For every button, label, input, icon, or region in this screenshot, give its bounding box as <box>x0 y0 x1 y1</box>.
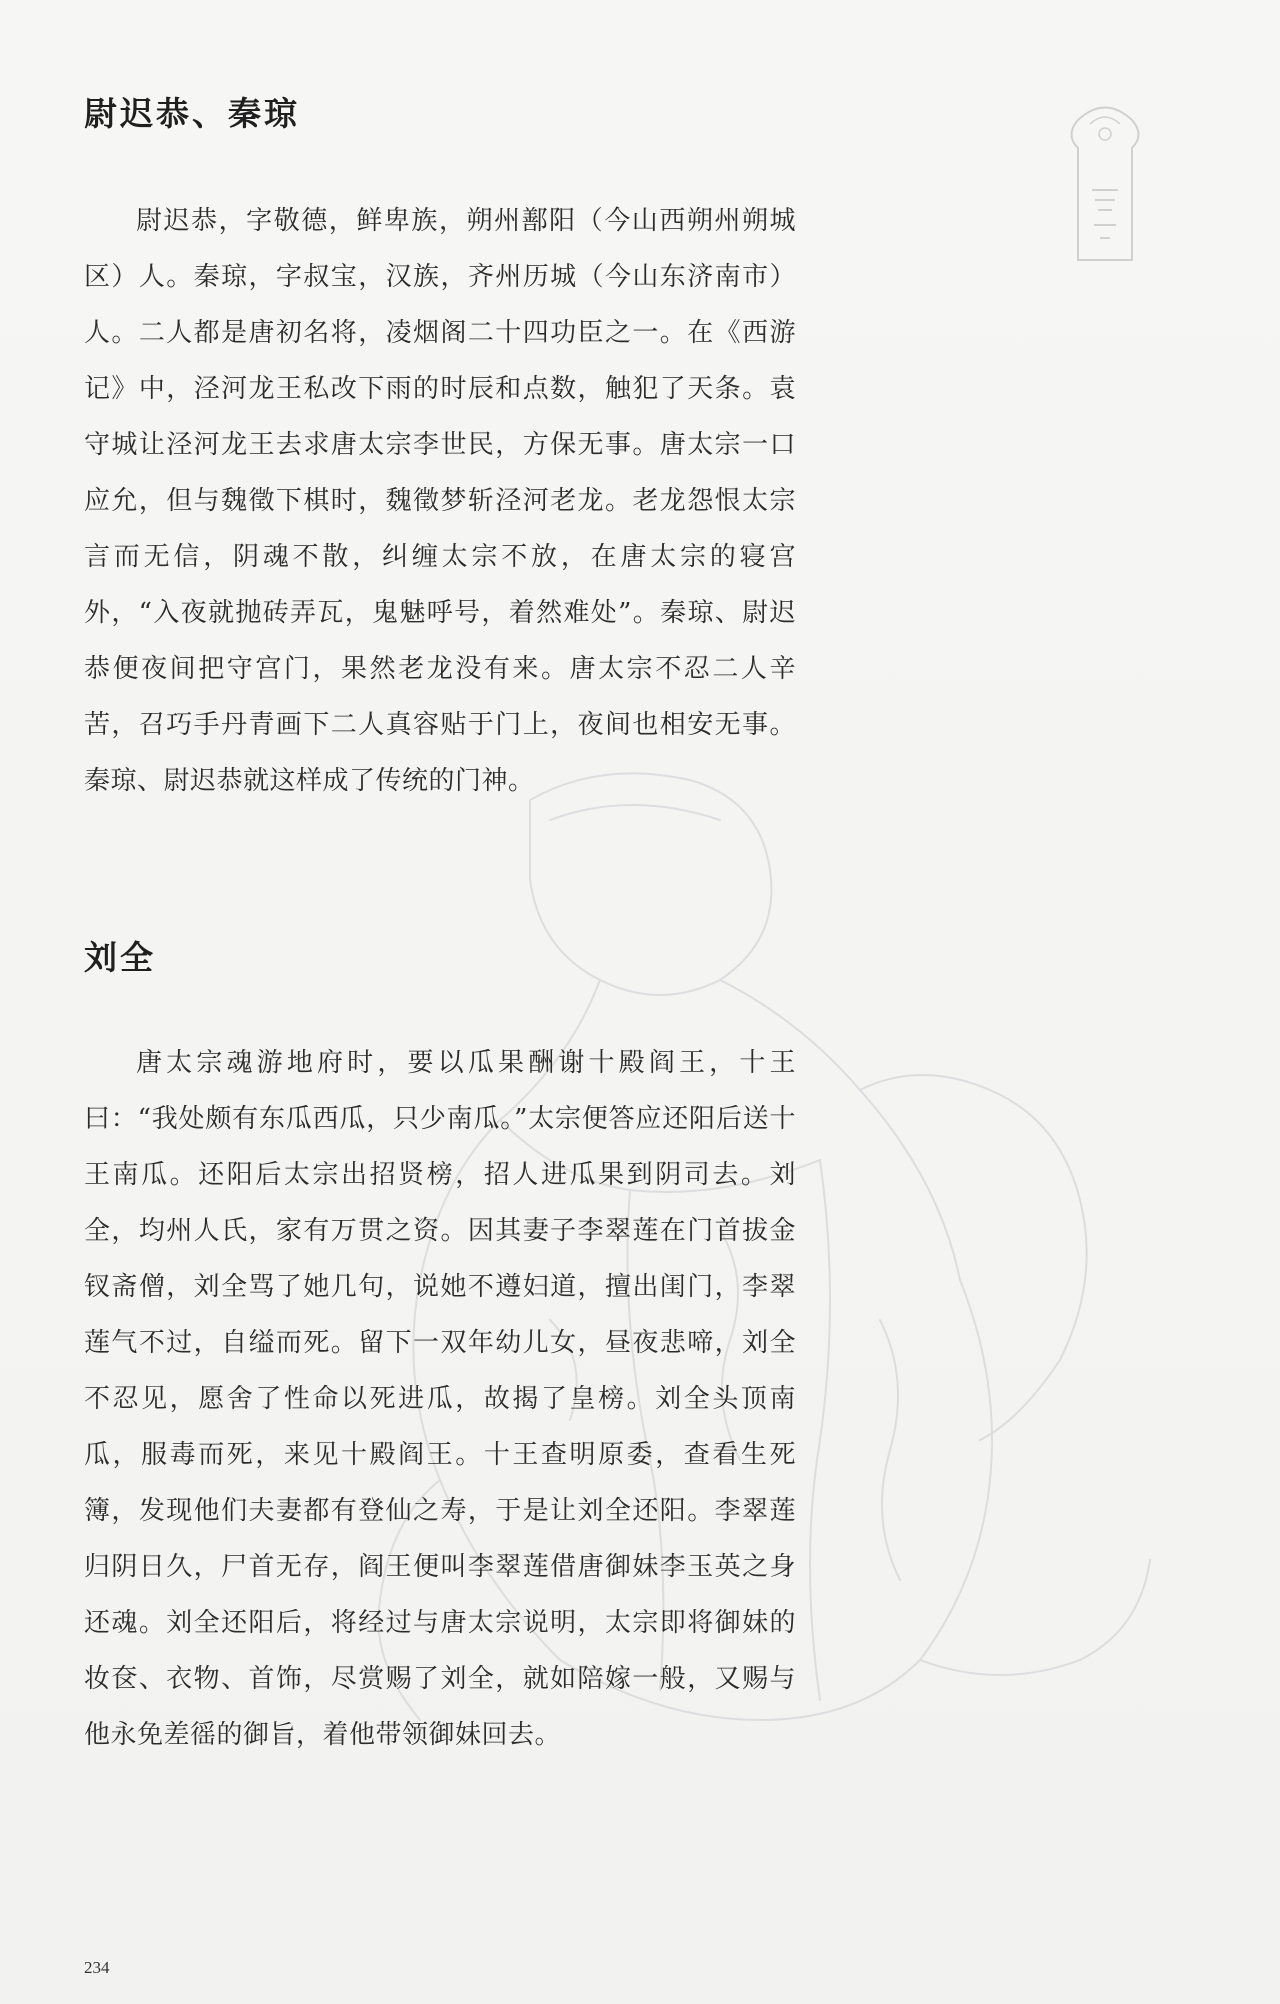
section-body: 尉迟恭，字敬德，鲜卑族，朔州鄯阳（今山西朔州朔城区）人。秦琼，字叔宝，汉族，齐州历城（今山东济南市）人。二人都是唐初名将，凌烟阁二十四功臣之一。在《西游记》中，泾河龙王私改下雨的时辰和点数，触犯了天条。袁守城让泾河龙王去求唐太宗李世民，方保无事。唐太宗一口应允，但与魏徵下棋时，魏徵梦斩泾河老龙。老龙怨恨太宗言而无信，阴魂不散，纠缠太宗不放，在唐太宗的寝宫外，“入夜就抛砖弄瓦，鬼魅呼号，着然难处”。秦琼、尉迟恭便夜间把守宫门，果然老龙没有来。唐太宗不忍二人辛苦，召巧手丹青画下二人真容贴于门上，夜间也相安无事。秦琼、尉迟恭就这样成了传统的门神。 <box>84 206 796 796</box>
section-body: 唐太宗魂游地府时，要以瓜果酬谢十殿阎王，十王曰：“我处颇有东瓜西瓜，只少南瓜。”太宗便答应还阳后送十王南瓜。还阳后太宗出招贤榜，招人进瓜果到阴司去。刘全，均州人氏，家有万贯之资。因其妻子李翠莲在门首拔金钗斋僧，刘全骂了她几句，说她不遵妇道，擅出闺门，李翠莲气不过，自缢而死。留下一双年幼儿女，昼夜悲啼，刘全不忍见，愿舍了性命以死进瓜，故揭了皇榜。刘全头顶南瓜，服毒而死，来见十殿阎王。十王查明原委，查看生死簿，发现他们夫妻都有登仙之寿，于是让刘全还阳。李翠莲归阴日久，尸首无存，阎王便叫李翠莲借唐御妹李玉英之身还魂。刘全还阳后，将经过与唐太宗说明，太宗即将御妹的妆奁、衣物、首饰，尽赏赐了刘全，就如陪嫁一般，又赐与他永免差徭的御旨，着他带领御妹回去。 <box>84 1048 796 1750</box>
section-liuquan <box>84 932 796 1763</box>
section-title: 刘全 <box>84 938 156 977</box>
decorative-seal-icon <box>1060 90 1150 280</box>
section-yuchigong-qinqiong <box>84 88 796 809</box>
page-number: 234 <box>84 1958 110 1977</box>
section-title: 尉迟恭、秦琼 <box>84 94 300 133</box>
